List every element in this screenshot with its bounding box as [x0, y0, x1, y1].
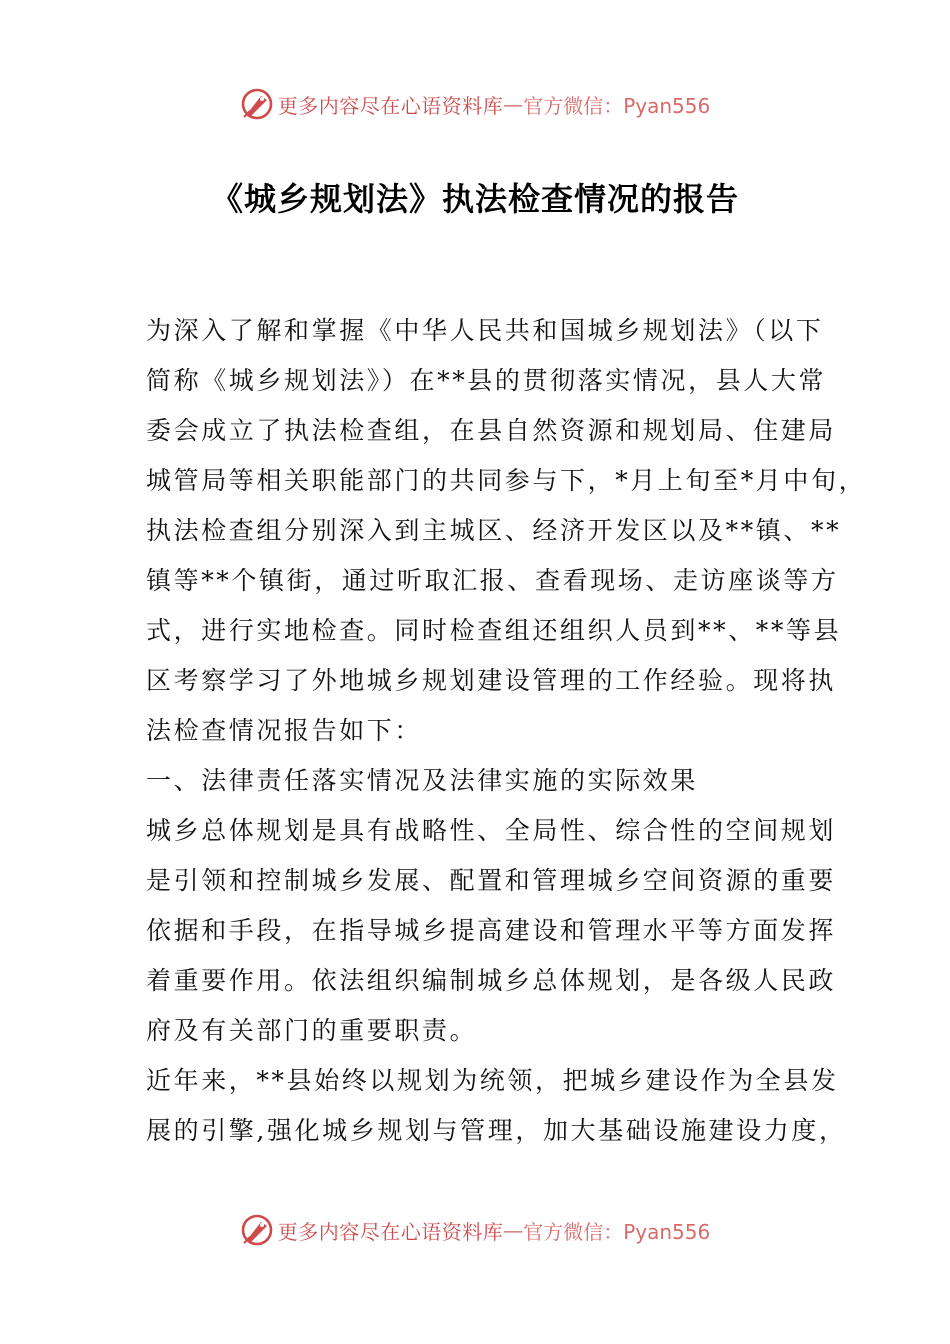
body-line: 为深入了解和掌握《中华人民共和国城乡规划法》（以下: [146, 316, 824, 345]
body-line: 委会成立了执法检查组，在县自然资源和规划局、住建局: [146, 416, 837, 445]
watermark-wechat: 官方微信：Pyan556: [523, 1219, 711, 1244]
body-line: 镇等**个镇街，通过听取汇报、查看现场、走访座谈等方: [146, 566, 839, 595]
header-watermark-banner: [0, 84, 950, 124]
watermark-text: 更多内容尽在心语资料库: [277, 93, 504, 118]
section-heading: 一、法律责任落实情况及法律实施的实际效果: [146, 766, 699, 795]
body-line: 城管局等相关职能部门的共同参与下，*月上旬至*月中旬，: [146, 466, 867, 495]
body-line: 依据和手段，在指导城乡提高建设和管理水平等方面发挥: [146, 916, 837, 945]
watermark-wechat: 官方微信：Pyan556: [523, 93, 711, 118]
body-line: 府及有关部门的重要职责。: [146, 1016, 478, 1045]
body-line: 着重要作用。依法组织编制城乡总体规划，是各级人民政: [146, 966, 837, 995]
document-title: 《城乡规划法》执法检查情况的报告: [210, 180, 739, 218]
body-line: 简称《城乡规划法》）在**县的贯彻落实情况，县人大常: [146, 366, 827, 395]
pen-nib-circle-icon: [240, 1213, 274, 1247]
body-line: 法检查情况报告如下：: [146, 716, 423, 745]
footer-watermark-banner: [0, 1210, 950, 1250]
body-line: 区考察学习了外地城乡规划建设管理的工作经验。现将执: [146, 666, 837, 695]
watermark-separator: —: [503, 92, 524, 116]
watermark-text: 更多内容尽在心语资料库: [277, 1219, 504, 1244]
body-line: 近年来，**县始终以规划为统领，把城乡建设作为全县发: [146, 1066, 839, 1095]
document-body: [146, 306, 867, 1156]
body-line: 执法检查组分别深入到主城区、经济开发区以及**镇、**: [146, 516, 842, 545]
body-line: 式，进行实地检查。同时检查组还组织人员到**、**等县: [146, 616, 842, 645]
body-line: 城乡总体规划是具有战略性、全局性、综合性的空间规划: [146, 816, 837, 845]
body-line: 是引领和控制城乡发展、配置和管理城乡空间资源的重要: [146, 866, 837, 895]
watermark-separator: —: [503, 1218, 524, 1242]
pen-nib-circle-icon: [240, 87, 274, 121]
body-line: 展的引擎,强化城乡规划与管理，加大基础设施建设力度，: [146, 1116, 847, 1145]
